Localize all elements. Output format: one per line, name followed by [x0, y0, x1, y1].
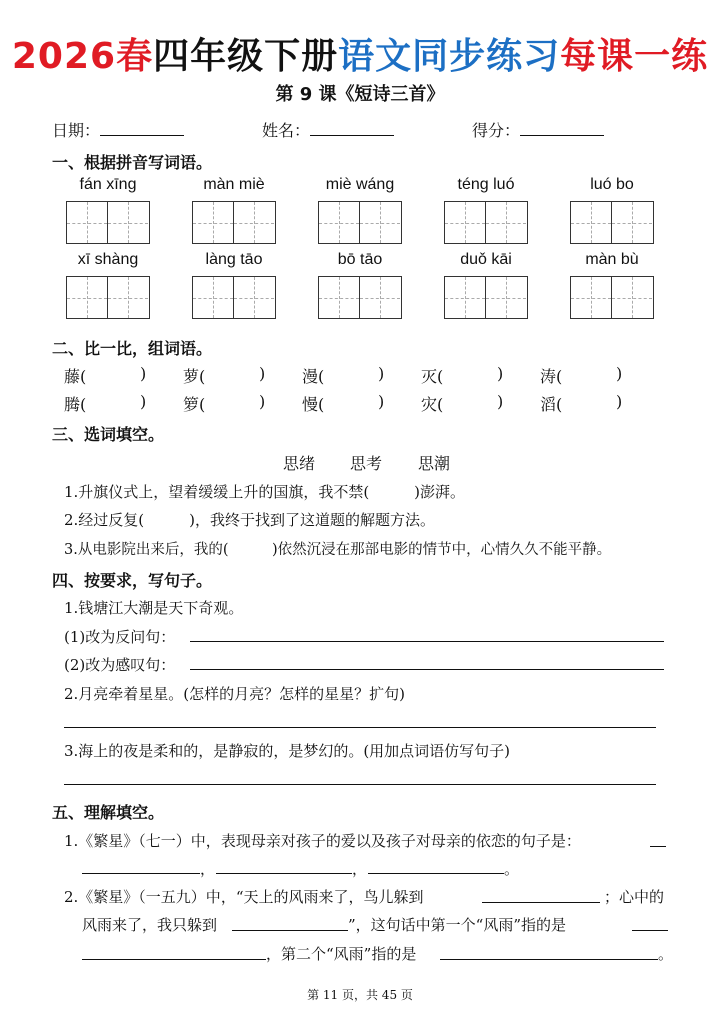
char-blank[interactable]: 萝(	[183, 367, 206, 386]
pinyin-label: màn bù	[585, 251, 639, 268]
paren-close: )	[378, 364, 385, 383]
rhetorical-label: (1)改为反问句：	[64, 628, 176, 646]
answer-line[interactable]	[190, 669, 664, 670]
word-option: 思绪	[283, 454, 316, 473]
writing-grid[interactable]	[444, 276, 528, 319]
score-label: 得分：	[472, 121, 521, 140]
comprehension-question-1: 1.《繁星》（七一）中，表现母亲对孩子的爱以及孩子对母亲的依恋的句子是：	[64, 832, 581, 850]
answer-line[interactable]	[190, 641, 664, 642]
section-2-heading: 二、比一比，组词语。	[52, 339, 213, 358]
word-option: 思考	[350, 454, 383, 473]
question-2-part-e: ，第二个“风雨”指的是	[266, 945, 417, 963]
answer-line[interactable]	[232, 930, 348, 931]
answer-line[interactable]	[440, 959, 658, 960]
title-spring: 春	[116, 36, 154, 77]
writing-grid[interactable]	[570, 276, 654, 319]
comma: ，	[352, 860, 368, 878]
pinyin-label: xī shàng	[77, 251, 139, 268]
writing-grid[interactable]	[66, 201, 150, 244]
writing-grid[interactable]	[192, 276, 276, 319]
pinyin-label: téng luó	[457, 176, 515, 193]
answer-line[interactable]	[368, 873, 504, 874]
char-blank[interactable]: 慢(	[302, 395, 325, 414]
paren-close: )	[259, 364, 266, 383]
section-1-heading: 一、根据拼音写词语。	[52, 153, 213, 172]
fill-question-2[interactable]: 2.经过反复( )，我终于找到了这道题的解题方法。	[64, 511, 436, 529]
answer-line[interactable]	[482, 902, 600, 903]
paren-close: )	[378, 392, 385, 411]
score-field[interactable]	[472, 118, 604, 141]
char-blank[interactable]: 灭(	[421, 367, 444, 386]
name-field[interactable]	[262, 118, 394, 141]
answer-line[interactable]	[650, 846, 666, 847]
date-label: 日期：	[52, 121, 101, 140]
paren-close: )	[140, 392, 147, 411]
section-3-heading: 三、选词填空。	[52, 425, 165, 444]
writing-grid[interactable]	[66, 276, 150, 319]
writing-grid[interactable]	[318, 201, 402, 244]
lesson-title: 第 9 课《短诗三首》	[275, 84, 445, 105]
char-blank[interactable]: 藤(	[64, 367, 87, 386]
pinyin-label: luó bo	[590, 176, 634, 193]
pinyin-label: làng tāo	[205, 251, 263, 268]
title-daily: 每课一练	[560, 36, 709, 77]
date-field[interactable]	[52, 118, 184, 141]
paren-close: )	[616, 364, 623, 383]
title-subject: 语文同步练习	[338, 36, 561, 77]
comprehension-question-2: 2.《繁星》（一五九）中，“天上的风雨来了，鸟儿躲到	[64, 888, 424, 906]
pinyin-label: màn miè	[203, 176, 265, 193]
sentence-question-2: 2.月亮牵着星星。(怎样的月亮？怎样的星星？扩句)	[64, 685, 406, 703]
section-4-heading: 四、按要求，写句子。	[52, 571, 213, 590]
period: 。	[504, 860, 520, 878]
answer-line[interactable]	[64, 784, 656, 785]
exclamation-label: (2)改为感叹句：	[64, 656, 176, 674]
paren-close: )	[616, 392, 623, 411]
title-year: 2026	[11, 36, 117, 77]
answer-line[interactable]	[82, 959, 266, 960]
page-title	[0, 28, 720, 79]
paren-close: )	[497, 364, 504, 383]
pinyin-label: fán xīng	[79, 176, 137, 193]
writing-grid[interactable]	[570, 201, 654, 244]
name-label: 姓名：	[262, 121, 311, 140]
question-2-part-c: 风雨来了，我只躲到	[82, 916, 218, 934]
char-blank[interactable]: 漫(	[302, 367, 325, 386]
period: 。	[658, 945, 674, 963]
writing-grid[interactable]	[192, 201, 276, 244]
page-number: 第 11 页，共 45 页	[307, 988, 413, 1002]
answer-line[interactable]	[632, 930, 668, 931]
sentence-question-3: 3.海上的夜是柔和的，是静寂的，是梦幻的。(用加点词语仿写句子)	[64, 742, 511, 760]
char-blank[interactable]: 腾(	[64, 395, 87, 414]
title-grade: 四年级下册	[153, 36, 339, 77]
question-2-part-b: ；心中的	[604, 888, 665, 906]
sentence-question-1: 1.钱塘江大潮是天下奇观。	[64, 599, 244, 617]
paren-close: )	[259, 392, 266, 411]
paren-close: )	[497, 392, 504, 411]
pinyin-label: bō tāo	[337, 251, 383, 268]
char-blank[interactable]: 涛(	[540, 367, 563, 386]
pinyin-label: duǒ kāi	[460, 251, 512, 268]
word-option: 思潮	[418, 454, 451, 473]
fill-question-3[interactable]: 3.从电影院出来后，我的( )依然沉浸在那部电影的情节中，心情久久不能平静。	[64, 542, 612, 558]
char-blank[interactable]: 灾(	[421, 395, 444, 414]
fill-question-1[interactable]: 1.升旗仪式上，望着缓缓上升的国旗，我不禁( )澎湃。	[64, 483, 466, 501]
char-blank[interactable]: 箩(	[183, 395, 206, 414]
question-2-part-d: ”，这句话中第一个“风雨”指的是	[348, 916, 567, 934]
paren-close: )	[140, 364, 147, 383]
answer-line[interactable]	[64, 727, 656, 728]
comma: ，	[200, 860, 216, 878]
writing-grid[interactable]	[444, 201, 528, 244]
pinyin-label: miè wáng	[325, 176, 395, 193]
char-blank[interactable]: 滔(	[540, 395, 563, 414]
writing-grid[interactable]	[318, 276, 402, 319]
answer-line[interactable]	[216, 873, 352, 874]
answer-line[interactable]	[82, 873, 200, 874]
section-5-heading: 五、理解填空。	[52, 803, 165, 822]
